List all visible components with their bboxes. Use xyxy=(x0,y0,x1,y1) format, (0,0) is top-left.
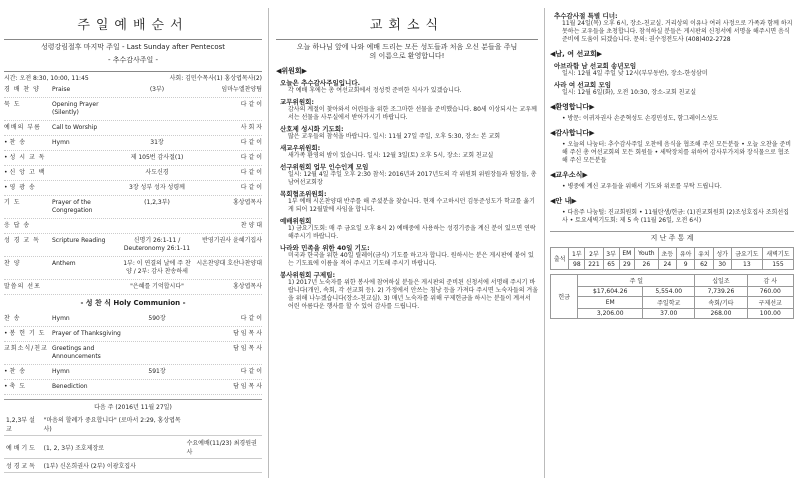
order-part: • 찬 송 xyxy=(4,368,52,376)
offering-header-row xyxy=(551,275,794,287)
news-item xyxy=(280,79,538,95)
order-detail: (3부) xyxy=(149,86,165,93)
announcements-column xyxy=(550,0,794,319)
announcement-title: 추수감사절 특별 디너: xyxy=(554,12,618,20)
news-item-detail: 각 예배 후에는 총 여선교회에서 정성껏 준비한 식사가 있겠습니다. xyxy=(288,87,462,94)
announcement-item xyxy=(554,141,794,165)
offering-cell: $17,604.26 xyxy=(578,287,643,297)
announcement-title: 아브라함 남 선교회 송년모임 xyxy=(554,62,637,70)
order-row xyxy=(4,234,262,257)
attendance-value: 62 xyxy=(695,260,713,270)
order-leader: 다 같 이 xyxy=(240,184,262,191)
news-item-title: 산호제 성시화 기도회: xyxy=(280,125,344,133)
offering-row xyxy=(551,287,794,297)
news-item-detail: 감사의 계절이 찾아와서 어린들을 위한 조그마한 선물을 준비했습니다. 80세 이상되시는 교우께서는 선물을 사무실에서 받아가시기 바랍니다. xyxy=(288,106,537,121)
order-english: Prayer of the Congregation xyxy=(52,199,93,214)
attendance-value: 155 xyxy=(762,260,793,270)
order-row xyxy=(4,257,262,280)
order-row xyxy=(4,280,262,295)
news-item-detail: 미국과 한국을 위한 40일 릴레이(금식) 기도를 하고자 합니다. 원하시는 분은 게시판에 붙어 있는 기도표에 이름을 적어 주시고 기도해 주시기 바랍니다. xyxy=(288,252,534,267)
news-item-title: 새교우위원회: xyxy=(280,144,321,152)
order-part: 응 답 송 xyxy=(4,222,31,229)
offering-cell: 구제선교 xyxy=(747,297,793,309)
order-leader: 다 같 이 xyxy=(240,139,262,146)
service-info xyxy=(4,75,262,83)
news-list xyxy=(276,79,538,311)
attendance-value: 30 xyxy=(713,260,731,270)
announcement-item xyxy=(554,62,794,78)
news-item xyxy=(280,217,538,241)
news-item-detail: 1) 금요기도회: 매 주 금요일 오후 8시 2) 예배중에 사용하는 성경기증을 계신 분이 있으면 연락해주시기 바랍니다. xyxy=(288,225,536,240)
attendance-label: 출석 xyxy=(551,248,569,270)
news-item xyxy=(280,125,538,141)
order-detail: 사도신경 xyxy=(145,169,169,176)
news-title: 교회소식 xyxy=(369,18,445,33)
worship-title: 주일예배순서 xyxy=(77,18,189,33)
news-item xyxy=(280,244,538,268)
offering-cell: 37.00 xyxy=(643,309,695,319)
order-english: Praise xyxy=(52,86,71,93)
offering-row xyxy=(551,309,794,319)
next-week-extra xyxy=(185,413,262,436)
worship-subtitle: 성령강림절후 마지막 주일 - Last Sunday after Pentecost xyxy=(40,43,226,51)
order-row xyxy=(4,121,262,136)
order-part: 찬 송 xyxy=(4,315,21,322)
order-part: 성 경 교 독 xyxy=(4,237,40,244)
attendance-value: 13 xyxy=(731,260,762,270)
next-week-detail: (1, 2, 3부) 조호제장로 xyxy=(42,436,185,459)
offering-table xyxy=(550,274,794,319)
order-part: • 신 앙 고 백 xyxy=(4,169,52,177)
order-row xyxy=(4,342,262,365)
next-week-date: 다음 주 (2016년 11월 27일) xyxy=(94,404,172,411)
attendance-value: 9 xyxy=(676,260,694,270)
column-divider xyxy=(268,8,269,478)
news-item xyxy=(280,98,538,122)
offering-cell: 7,739.26 xyxy=(695,287,747,297)
attendance-value: 29 xyxy=(619,260,634,270)
news-item-detail: 1부 예배 시온찬양대 반주를 해 주셨분을 찾습니다. 현재 수고하시던 김동준성도가 학교를 옮기게 되어 12월말에 사임을 합니다. xyxy=(288,198,535,213)
announcement-header: ◀교우소식▶ xyxy=(550,171,588,179)
news-item-detail: 새가족 환영의 밤이 있습니다. 일시: 12월 3일(토) 오후 5시, 장소: 교회 친교실 xyxy=(288,152,494,159)
order-part: 예배의 부름 xyxy=(4,124,41,131)
order-row xyxy=(4,327,262,342)
divider xyxy=(4,39,262,40)
order-row xyxy=(4,312,262,327)
attendance-head: EM xyxy=(619,248,634,260)
attendance-head: 유치 xyxy=(695,248,713,260)
order-detail: 1부: 이 연결의 날에 주 찬양 / 2부: 감사 찬송하세 xyxy=(123,260,191,275)
order-english: Opening Prayer (Silently) xyxy=(52,101,99,116)
announcement-item xyxy=(554,115,794,123)
order-english: Scripture Reading xyxy=(52,237,106,244)
attendance-value: 65 xyxy=(603,260,619,270)
order-part: 묵 도 xyxy=(4,101,21,108)
next-week-table xyxy=(4,413,262,473)
order-english: Greetings and Announcements xyxy=(52,345,101,360)
order-leader: 다 같 이 xyxy=(240,169,262,176)
next-week-row xyxy=(4,459,262,473)
order-leader: 찬 양 대 xyxy=(240,222,262,229)
order-row xyxy=(4,219,262,234)
news-item-title: 교무위원회: xyxy=(280,98,314,106)
attendance-head: 2부 xyxy=(585,248,603,260)
offering-cell: 5,554.00 xyxy=(643,287,695,297)
announcement-item xyxy=(554,183,794,191)
order-detail: 3장 성부 성자 성령께 xyxy=(129,184,185,191)
order-detail: 591장 xyxy=(148,368,166,375)
news-item xyxy=(280,190,538,214)
order-leader: 임마누엘찬양팀 xyxy=(221,86,262,93)
news-item-title: 나라와 민족을 위한 40일 기도: xyxy=(280,244,370,252)
offering-label: 헌금 xyxy=(551,275,578,319)
announcement-header: ◀남, 여 선교회▶ xyxy=(550,50,603,58)
order-part: • 봉 헌 기 도 xyxy=(4,330,52,338)
order-row xyxy=(4,98,262,121)
announcement-detail: • 방문: 이귀자권사 손준혁성도 손경민성도, 함그레이스성도 xyxy=(562,115,719,122)
order-part: 경 배 찬 양 xyxy=(4,86,40,93)
committee-header: ◀위원회▶ xyxy=(276,67,308,75)
news-item xyxy=(280,163,538,187)
attendance-value: 221 xyxy=(585,260,603,270)
next-week-row xyxy=(4,413,262,436)
order-english: Hymn xyxy=(52,139,70,146)
worship-order-list-2 xyxy=(4,312,262,395)
next-week-extra xyxy=(185,459,262,473)
attendance-head: 성가 xyxy=(713,248,731,260)
announcement-detail: • 병중에 계신 교우들을 위해서 기도와 위로를 부탁 드립니다. xyxy=(562,183,722,190)
next-week-detail: "마음의 할례가 중요합니다" (로마서 2:29, 홍상엽목사) xyxy=(42,413,185,436)
order-detail: 590장 xyxy=(148,315,166,322)
worship-order-column xyxy=(4,0,262,473)
announcement-header: ◀안 내▶ xyxy=(550,197,577,205)
news-item-title: 선구위원회 업무 인수인계 모임 xyxy=(280,163,369,171)
order-english: Call to Worship xyxy=(52,124,98,131)
next-week-detail: (1부) 신온희권사 (2부) 이광호집사 xyxy=(42,459,185,473)
next-week-section xyxy=(4,399,262,473)
order-part: 교회소식/친교 xyxy=(4,345,48,352)
communion-heading: - 성 찬 식 Holy Communion - xyxy=(80,299,186,307)
attendance-head: 3부 xyxy=(603,248,619,260)
order-leader: 반영기권사 윤혜기집사 xyxy=(202,237,262,244)
announcement-item xyxy=(554,81,794,97)
offering-cell: 760.00 xyxy=(747,287,793,297)
announcement-detail: • 다음주 나눔털: 진교회원회 • 11월탄생/헌금: (1)진교회원회 (2)조성호집사 조희선집사 • 토요새벽기도회: 제 5 속 (11월 26일, 오전 6시) xyxy=(562,209,789,224)
order-english: Anthem xyxy=(52,260,76,267)
offering-cell: EM xyxy=(578,297,643,309)
order-leader: 다 같 이 xyxy=(240,368,262,375)
worship-order-list xyxy=(4,83,262,295)
order-detail: 제 105번 감사절(1) xyxy=(130,154,184,161)
order-leader: 다 같 이 xyxy=(240,154,262,161)
service-time: 시간: 오전 8:30, 10:00, 11:45 xyxy=(4,75,89,82)
divider xyxy=(4,71,262,72)
service-leader: 사회: 김민수목사(1) 홍상엽목사(2) xyxy=(169,75,262,82)
welcome-greeting: 오늘 하나님 앞에 나와 예배 드리는 모든 성도들과 처음 오신 분들을 주님의 이름으로 환영합니다! xyxy=(296,43,518,60)
order-row xyxy=(4,166,262,181)
attendance-value-row xyxy=(551,260,794,270)
attendance-head: 금요기도 xyxy=(731,248,762,260)
announcement-detail: 11월 24일(목) 오후 6시, 장소-친교실. 거리상의 이유나 여러 사정으로 가족과 함께 하지 못하는 교우들을 초청합니다. 참석하실 분들은 게시판의 신청서에 서명을 해주시면 음식 준비에 도움이 되겠습니다. 문의: 권수정전도사 (408)402-2728 xyxy=(562,20,793,43)
announcement-detail: 일시: 12월 6일(화), 오전 10:30, 장소-교회 친교실 xyxy=(562,89,697,96)
order-detail: 신명기 26:1-11 / Deuteronomy 26:1-11 xyxy=(123,237,191,252)
offering-row xyxy=(551,297,794,309)
order-part: • 영 광 송 xyxy=(4,184,52,192)
next-week-label: 성 경 교 독 xyxy=(4,459,42,473)
column-divider xyxy=(544,8,545,478)
news-item-detail: 1) 2017년 노숙자를 위한 봉사에 참여하실 분들은 게시판의 준비된 신청서에 서명해 주시기 바랍니다(개인, 속회, 각 선교회 등). 2) 가정에서 안쓰는 침낭 등을 가져다 주시면 노숙자들의 겨울을 위해 나누겠습니다(장소-친교실). 3) 매년 노숙자를 위해 구제헌금을 하시는 분들이 계셔서 어린 아름다운 행사를 할 수 있어 감사를 드립니다. xyxy=(288,279,539,310)
order-row xyxy=(4,380,262,395)
order-row xyxy=(4,365,262,380)
order-leader: 다 같 이 xyxy=(240,315,262,322)
order-detail: (1,2,3부) xyxy=(144,199,170,206)
order-detail: 31장 xyxy=(150,139,164,146)
attendance-head: 1부 xyxy=(569,248,585,260)
offering-cell: 주일학교 xyxy=(643,297,695,309)
offering-head: 주 일 xyxy=(578,275,695,287)
news-item-title: 봉사위원회 구제팀: xyxy=(280,271,336,279)
news-column xyxy=(276,0,538,311)
order-part: • 축 도 xyxy=(4,383,52,391)
announcement-detail: • 오늘의 나눔터: 추수감사주일 오찬에 음식을 협조해 주신 모든분들 • 오늘 오찬을 준비해 주신 총 여선교회의 모든 회원들 • 세탁장치를 위하여 감사부가지와 장식물으로 협조해 주신 모든분들 xyxy=(562,141,792,164)
news-item-detail: 일시: 12월 4일 주일 오후 2:30 참석: 2016년과 2017년도의 각 위원회 위원장들과 팀장들, 총 남여선교회장 xyxy=(288,171,537,186)
news-item xyxy=(280,144,538,160)
order-leader: 다 같 이 xyxy=(240,101,262,108)
next-week-row xyxy=(4,436,262,459)
attendance-head: 유아 xyxy=(676,248,694,260)
divider xyxy=(276,39,538,40)
announcement-item xyxy=(554,12,794,44)
worship-subtitle2: - 추수감사주일 - xyxy=(107,56,159,64)
offering-cell: 100.00 xyxy=(747,309,793,319)
news-item-title: 오늘은 추수감사주일입니다. xyxy=(280,79,361,87)
order-english: Benediction xyxy=(52,383,88,390)
statistics-title: 지 난 주 통 계 xyxy=(550,231,794,243)
news-item-title: 목회협조위원회: xyxy=(280,190,327,198)
order-row xyxy=(4,83,262,98)
news-item-detail: 많은 교우들의 참석을 바랍니다. 일시: 11월 27일 주일, 오후 5:30, 장소: 본 교회 xyxy=(288,133,501,140)
order-part: 기 도 xyxy=(4,199,21,206)
offering-head: 감 사 xyxy=(747,275,793,287)
news-item xyxy=(280,271,538,311)
order-part: • 성 시 교 독 xyxy=(4,154,52,162)
order-detail: "은혜를 기억합시다" xyxy=(130,283,184,290)
attendance-head: 새벽기도 xyxy=(762,248,793,260)
announcement-title: 사라 여 선교회 모임 xyxy=(554,81,612,89)
order-english: Hymn xyxy=(52,368,70,375)
order-leader: 홍상엽목사 xyxy=(233,199,262,206)
order-leader: 담 임 목 사 xyxy=(233,345,262,352)
offering-cell: 속회/기타 xyxy=(695,297,747,309)
order-row xyxy=(4,151,262,166)
order-part: 찬 양 xyxy=(4,260,21,267)
attendance-head: Youth xyxy=(635,248,659,260)
order-leader: 홍상엽목사 xyxy=(233,283,262,290)
offering-head: 십일조 xyxy=(695,275,747,287)
attendance-head: 초등 xyxy=(658,248,676,260)
attendance-header-row xyxy=(551,248,794,260)
order-row xyxy=(4,136,262,151)
next-week-extra: 수요예배(11/23) 최경원권사 xyxy=(185,436,262,459)
order-leader: 담 임 목 사 xyxy=(233,383,262,390)
order-english: Hymn xyxy=(52,315,70,322)
attendance-value: 24 xyxy=(658,260,676,270)
announcement-item xyxy=(554,209,794,225)
order-row xyxy=(4,196,262,219)
attendance-value: 26 xyxy=(635,260,659,270)
announcement-list xyxy=(550,12,794,225)
announcement-header: ◀감사합니다▶ xyxy=(550,129,595,137)
news-item-title: 예배위원회 xyxy=(280,217,312,225)
order-part: • 찬 송 xyxy=(4,139,52,147)
offering-cell: 268.00 xyxy=(695,309,747,319)
announcement-detail: 일시: 12월 4일 주일 낮 12시(부부동반), 장소-한성삼미 xyxy=(562,70,708,77)
offering-cell: 3,206.00 xyxy=(578,309,643,319)
order-leader: 사 회 자 xyxy=(240,124,262,131)
attendance-table xyxy=(550,247,794,270)
next-week-label: 예 배 기 도 xyxy=(4,436,42,459)
order-leader: 담 임 목 사 xyxy=(233,330,262,337)
order-part: 말씀의 선포 xyxy=(4,283,41,290)
order-leader: 시온찬양대 호산나찬양대 xyxy=(196,260,262,267)
order-row xyxy=(4,181,262,196)
announcement-header: ◀환영합니다▶ xyxy=(550,103,595,111)
next-week-label: 1,2,3부 설교 xyxy=(4,413,42,436)
order-english: Prayer of Thanksgiving xyxy=(52,330,121,337)
attendance-value: 98 xyxy=(569,260,585,270)
